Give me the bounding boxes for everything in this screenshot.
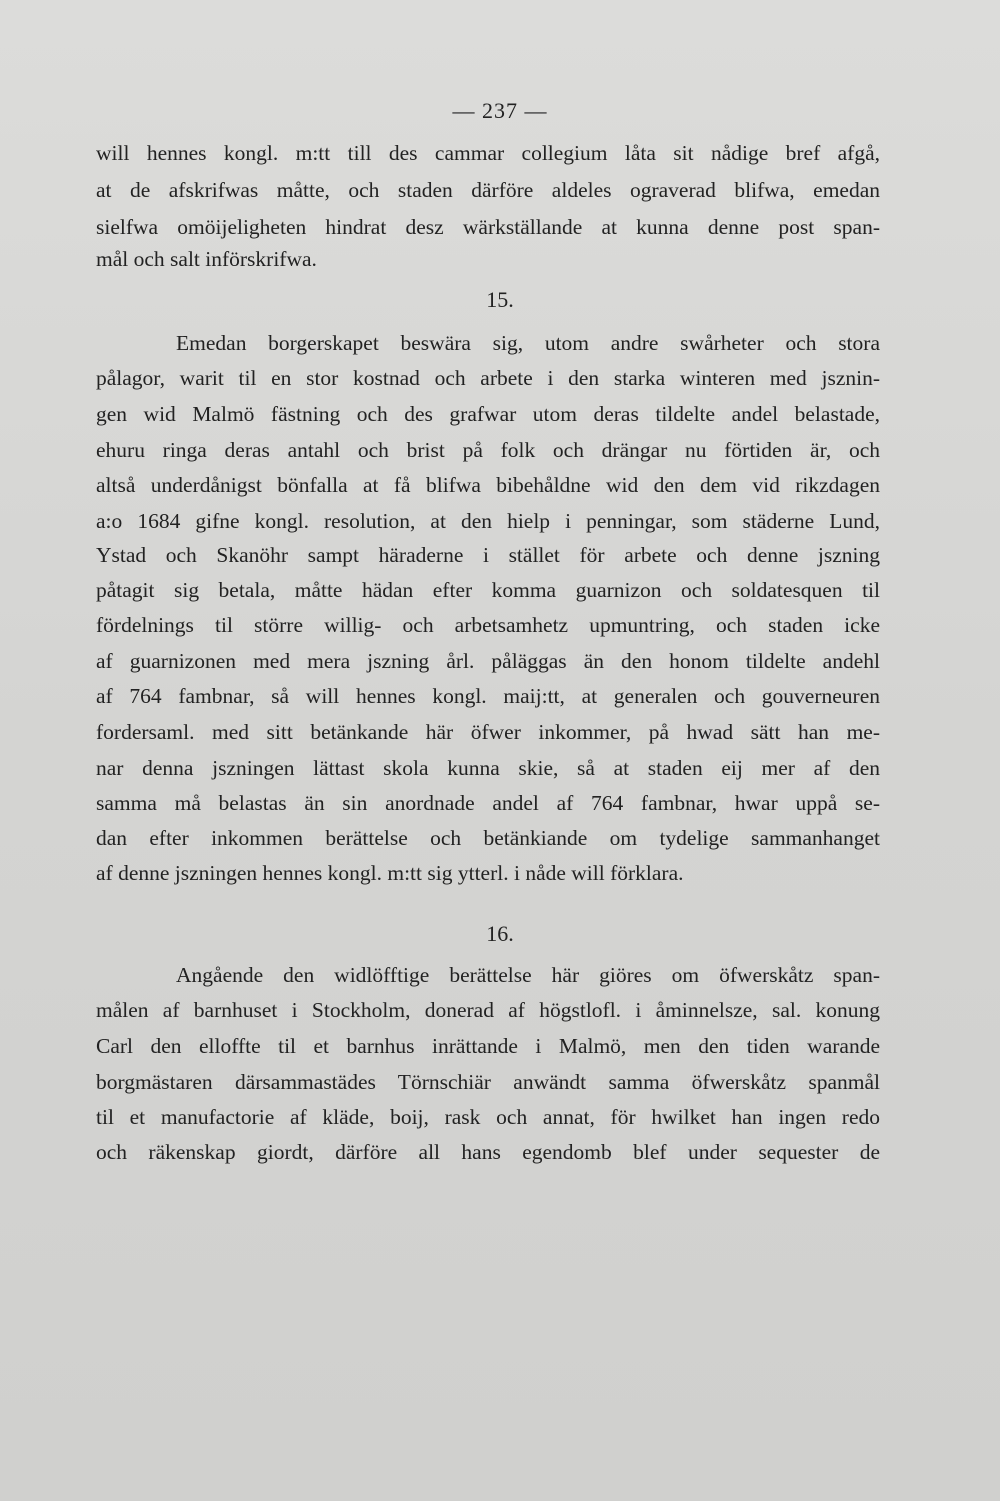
text-line: dan efter inkommen berättelse och betänkiande om tydelige sammanhanget [96, 826, 880, 850]
text-line: af 764 fambnar, så will hennes kongl. maij:tt, at generalen och gouverneuren [96, 684, 880, 708]
text-line: samma må belastas än sin anordnade andel af 764 fambnar, hwar uppå se- [96, 791, 880, 815]
section-number-16: 16. [486, 921, 514, 946]
text-line: gen wid Malmö fästning och des grafwar utom deras tildelte andel belastade, [96, 402, 880, 426]
text-line: Angående den widlöfftige berättelse här giöres om öfwerskåtz span- [176, 963, 880, 987]
text-line: borgmästaren därsammastädes Törnschiär anwändt samma öfwerskåtz spanmål [96, 1070, 880, 1094]
text-line: will hennes kongl. m:tt till des cammar collegium låta sit nådige bref afgå, [96, 141, 880, 165]
text-line: til et manufactorie af kläde, boij, rask och annat, för hwilket han ingen redo [96, 1105, 880, 1129]
text-line: sielfwa omöijeligheten hindrat desz wärkställande at kunna denne post span- [96, 215, 880, 239]
text-line: Emedan borgerskapet beswära sig, utom andre swårheter och stora [176, 331, 880, 355]
text-line: fördelnings til större willig- och arbetsamhetz upmuntring, och staden icke [96, 613, 880, 637]
text-line: af guarnizonen med mera jszning årl. påläggas än den honom tildelte andehl [96, 649, 880, 673]
text-line: fordersaml. med sitt betänkande här öfwer inkommer, på hwad sätt han me- [96, 720, 880, 744]
text-line: a:o 1684 gifne kongl. resolution, at den hielp i penningar, som städerne Lund, [96, 509, 880, 533]
text-line: påtagit sig betala, måtte hädan efter komma guarnizon och soldatesquen til [96, 578, 880, 602]
text-line: altså underdånigst bönfalla at få blifwa bibehåldne wid den dem vid rikzdagen [96, 473, 880, 497]
page-number: — 237 — [452, 98, 548, 123]
section-number-15: 15. [486, 287, 514, 312]
text-line: af denne jszningen hennes kongl. m:tt sig ytterl. i nåde will förklara. [96, 861, 684, 885]
text-line: nar denna jszningen lättast skola kunna skie, så at staden eij mer af den [96, 756, 880, 780]
text-line: at de afskrifwas måtte, och staden därföre aldeles ograverad blifwa, emedan [96, 178, 880, 202]
text-line: målen af barnhuset i Stockholm, donerad af högstlofl. i åminnelsze, sal. konung [96, 998, 880, 1022]
text-line: och räkenskap giordt, därföre all hans egendomb blef under sequester de [96, 1140, 880, 1164]
text-line: ehuru ringa deras antahl och brist på folk och drängar nu förtiden är, och [96, 438, 880, 462]
text-line: Carl den elloffte til et barnhus inrättande i Malmö, men den tiden warande [96, 1034, 880, 1058]
text-line: mål och salt införskrifwa. [96, 247, 317, 271]
text-line: pålagor, warit til en stor kostnad och arbete i den starka winteren med jsznin- [96, 366, 880, 390]
text-line: Ystad och Skanöhr sampt häraderne i stället för arbete och denne jszning [96, 543, 880, 567]
